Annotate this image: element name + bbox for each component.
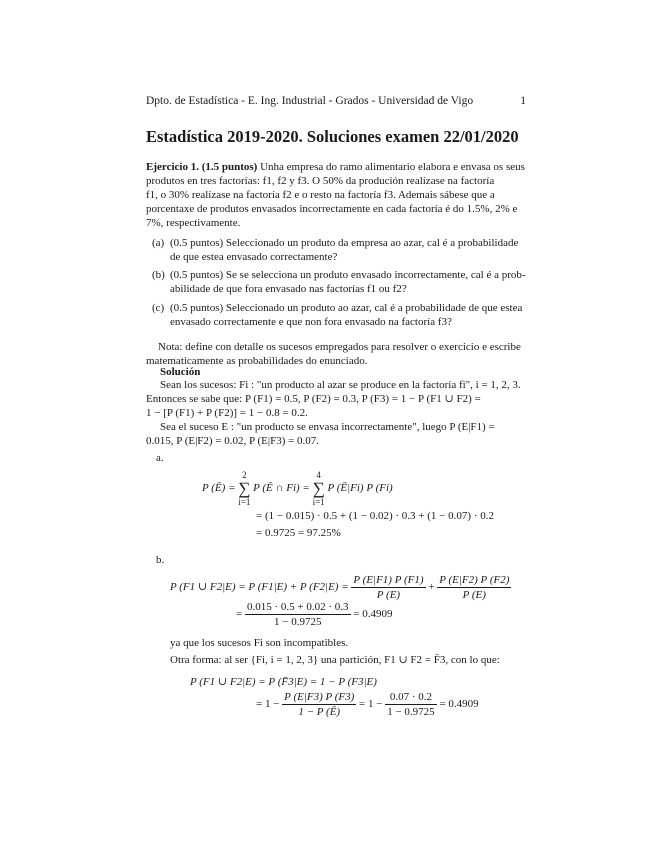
solution-text: Otra forma: al ser {Fi, i = 1, 2, 3} una partición, F1 ∪ F2 = F̄3, con lo que: xyxy=(170,654,500,666)
page-title: Estadística 2019-2020. Soluciones examen 22/01/2020 xyxy=(146,127,519,146)
fraction: $\frac{0.07 \cdot 0.2}{1 - 0.9725}$ xyxy=(387,691,435,718)
equation-term: P (Ē ∩ Fi) = xyxy=(253,482,310,495)
solution-intro xyxy=(146,378,526,448)
summation-symbol: 4 ∑ i=1 xyxy=(312,470,325,507)
note-line: Nota: define con detalle os sucesos empregados para resolver o exercicio e escribe xyxy=(158,341,521,353)
part-a-label: a. xyxy=(156,452,164,464)
page-header xyxy=(146,94,526,108)
solution-line: Sea el suceso E : "un producto se envasa incorrectamente", luego P (E|F1) = xyxy=(160,421,495,433)
exercise-line: f1, o 30% realízase na factoría f2 e o resto na factoría f3. Ademais sábese que a xyxy=(146,189,495,201)
question-line: envasado correctamente e que non fora envasado na factoría f3? xyxy=(170,316,452,328)
equation-term: P (Ē|Fi) P (Fi) xyxy=(327,482,393,495)
question-label: (a) xyxy=(152,237,165,249)
exercise-statement xyxy=(146,160,526,230)
equation-b-line2: = $\frac{0.015 \cdot 0.5 + 0.02 \cdot 0.3}{1 - 0.9725}$ = 0.4909 xyxy=(236,601,393,628)
question-line: (0.5 puntos) Seleccionado un produto ao azar, cal é a probabilidade de que estea xyxy=(170,302,523,314)
solution-line: Entonces se sabe que: P (F1) = 0.5, P (F2) = 0.3, P (F3) = 1 − P (F1 ∪ F2) = xyxy=(146,393,481,405)
question-line: (0.5 puntos) Seleccionado un produto da empresa ao azar, cal é a probabilidade xyxy=(170,237,519,249)
equation-term: P (Ē) = xyxy=(202,482,236,495)
equation-b-line4: = 1 − $\frac{P (E|F3) P (F3)}{1 - P (Ē)}$ = 1 − $\frac{0.07 \cdot 0.2}{1 - 0.9725}$ = 0.4909 xyxy=(256,691,479,718)
equation-b-line1: P (F1 ∪ F2|E) = P (F1|E) + P (F2|E) = $\frac{P (E|F1) P (F1)}{P (E)}$ + $\frac{P (E|F2) P (F2)}{P (E)}$ xyxy=(170,574,510,601)
summation-symbol: 2 ∑ i=1 xyxy=(238,470,251,507)
solution-text: ya que los sucesos Fi son incompatibles. xyxy=(170,637,349,649)
exercise-label: Ejercicio 1. (1.5 puntos) xyxy=(146,161,258,173)
question-line: (0.5 puntos) Se se selecciona un produto envasado incorrectamente, cal é a prob- xyxy=(170,269,526,281)
solution-line: Sean los sucesos: Fi : "un producto al azar se produce en la factoría fi", i = 1, 2, 3. xyxy=(160,379,521,391)
fraction: $\frac{P (E|F3) P (F3)}{1 - P (Ē)}$ xyxy=(284,691,355,718)
exercise-line: porcentaxe de produtos envasados incorrectamente en cada factoría é do 1.5%, 2% e xyxy=(146,203,518,215)
page-number: 1 xyxy=(520,95,526,107)
equation-a-line1 xyxy=(202,470,393,507)
header-department: Dpto. de Estadística - E. Ing. Industrial - Grados - Universidad de Vigo xyxy=(146,95,474,107)
question-label: (c) xyxy=(152,302,165,314)
exercise-note xyxy=(146,340,526,368)
solution-line: 0.015, P (E|F2) = 0.02, P (E|F3) = 0.07. xyxy=(146,435,320,447)
equation-b-line3: P (F1 ∪ F2|E) = P (F̄3|E) = 1 − P (F3|E) xyxy=(190,676,377,688)
part-b-label: b. xyxy=(156,554,165,566)
solution-line: 1 − [P (F1) + P (F2)] = 1 − 0.8 = 0.2. xyxy=(146,407,308,419)
exercise-line: 7%, respectivamente. xyxy=(146,217,241,229)
fraction: $\frac{P (E|F2) P (F2)}{P (E)}$ xyxy=(439,574,510,601)
exercise-line: produtos en tres factorías: f1, f2 y f3. O 50% da produción realízase na factoría xyxy=(146,175,495,187)
exercise-line: Ejercicio 1. (1.5 puntos) Unha empresa do ramo alimentario elabora e envasa os seus xyxy=(146,161,525,173)
fraction: $\frac{0.015 \cdot 0.5 + 0.02 \cdot 0.3}{1 - 0.9725}$ xyxy=(246,601,349,628)
question-line: abilidade de que fora envasado nas factorías f1 ou f2? xyxy=(170,283,407,295)
fraction: $\frac{P (E|F1) P (F1)}{P (E)}$ xyxy=(353,574,424,601)
question-line: de que estea envasado correctamente? xyxy=(170,251,338,263)
equation-a-line2: = (1 − 0.015) · 0.5 + (1 − 0.02) · 0.3 + (1 − 0.07) · 0.2 xyxy=(256,510,494,522)
solution-heading: Solución xyxy=(160,366,201,378)
question-label: (b) xyxy=(152,269,165,281)
note-line: matematicamente as probabilidades do enunciado. xyxy=(146,355,368,367)
equation-a-line3: = 0.9725 = 97.25% xyxy=(256,527,341,539)
